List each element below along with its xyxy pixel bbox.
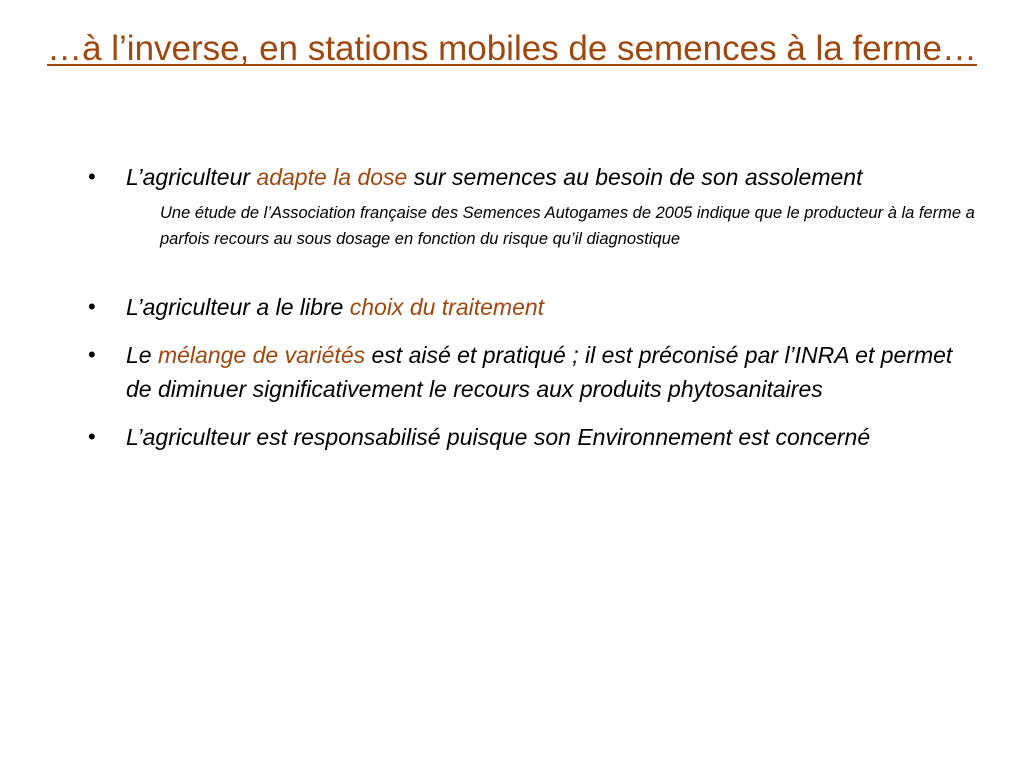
- bullet-item-environnement: [86, 420, 976, 454]
- study-note: Une étude de l’Association française des Semences Autogames de 2005 indique que le producteur à la ferme a parfois recours au sous dosage en fonction du risque qu’il diagnostique: [160, 204, 975, 248]
- slide-title: …à l’inverse, en stations mobiles de semences à la ferme…: [47, 29, 977, 68]
- bullet-text: L’agriculteur: [126, 164, 257, 190]
- bullet-text: L’agriculteur a le libre: [126, 294, 350, 320]
- bullet-marker: •: [88, 164, 96, 189]
- bullet-highlight: choix du traitement: [349, 294, 545, 320]
- bullet-marker: •: [88, 294, 96, 319]
- bullet-highlight: adapte la dose: [256, 164, 408, 190]
- bullet-text: L’agriculteur est responsabilisé puisque son Environnement est concerné: [126, 424, 871, 450]
- bullet-text: Le: [126, 342, 158, 368]
- bullet-text: sur semences au besoin de son assolement: [407, 164, 863, 190]
- bullet-item-traitement: [86, 290, 976, 324]
- bullet-marker: •: [88, 342, 96, 367]
- bullet-item-dose: [86, 160, 976, 252]
- bullet-list: [86, 160, 976, 454]
- bullet-marker: •: [88, 424, 96, 449]
- bullet-highlight: mélange de variétés: [157, 342, 366, 368]
- bullet-item-melange: [86, 338, 976, 406]
- bullet-text: est aisé et pratiqué ; il est préconisé par l’INRA et permet de diminuer significativement le recours aux produits phytosanitaires: [126, 342, 953, 402]
